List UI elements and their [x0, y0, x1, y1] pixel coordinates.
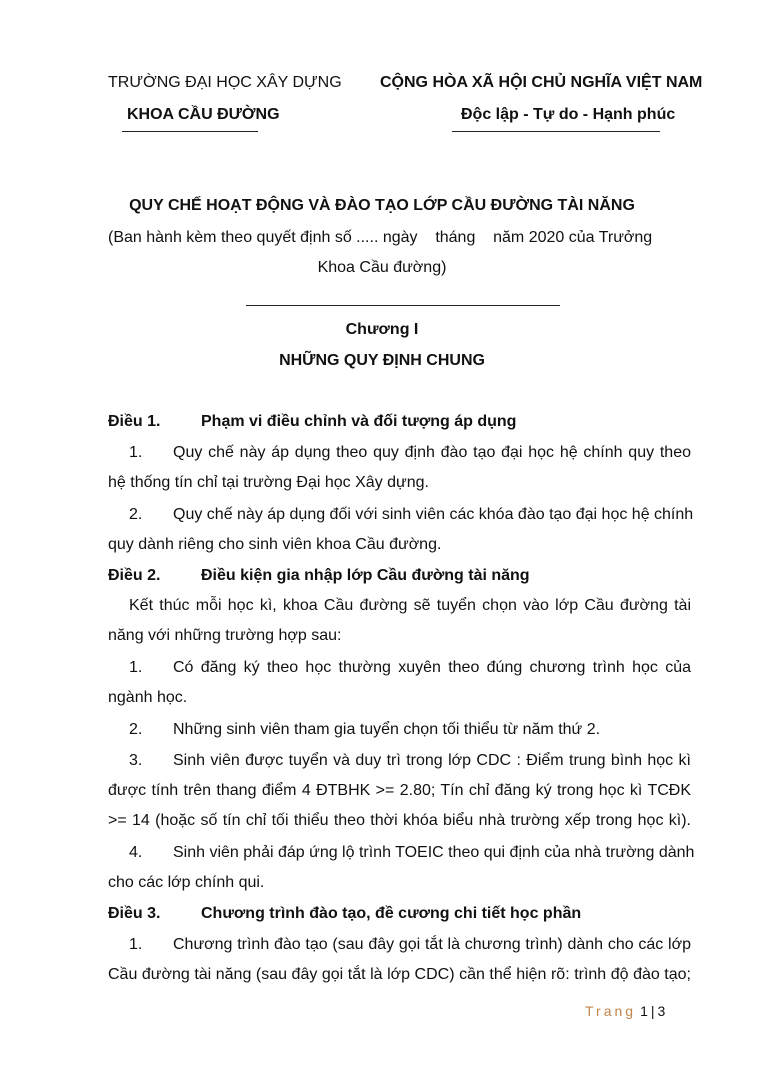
- article-2-item-4-line-2: cho các lớp chính qui.: [108, 874, 265, 891]
- document-title: QUY CHẾ HOẠT ĐỘNG VÀ ĐÀO TẠO LỚP CẦU ĐƯỜNG TÀI NĂNG: [129, 197, 635, 214]
- article-1-item-1-number: 1.: [129, 444, 143, 461]
- article-1-item-2-line-1: Quy chế này áp dụng đối với sinh viên các khóa đào tạo đại học hệ chính: [173, 506, 694, 523]
- chapter-name: NHỮNG QUY ĐỊNH CHUNG: [279, 352, 485, 369]
- article-3-item-1-number: 1.: [129, 936, 143, 953]
- article-2-item-3-line-3: >= 14 (hoặc số tín chỉ tối thiểu theo thời khóa biểu nhà trường xếp trong học kì).: [108, 812, 691, 829]
- document-subtitle-line1: (Ban hành kèm theo quyết định số ..... ngày tháng năm 2020 của Trưởng: [108, 229, 653, 246]
- article-1-item-2-number: 2.: [129, 506, 143, 523]
- chapter-label: Chương I: [345, 321, 419, 338]
- article-2-item-2-line-1: Những sinh viên tham gia tuyển chọn tối thiểu từ năm thứ 2.: [173, 721, 601, 738]
- article-2-item-1-line-2: ngành học.: [108, 689, 188, 706]
- article-2-intro-line-2: năng với những trường hợp sau:: [108, 627, 342, 644]
- article-2-item-1-number: 1.: [129, 659, 143, 676]
- page-footer: [585, 1003, 665, 1019]
- document-subtitle-line2: Khoa Cầu đường): [317, 259, 447, 276]
- article-2-item-4-number: 4.: [129, 844, 143, 861]
- article-2-item-3-line-1: Sinh viên được tuyển và duy trì trong lớp CDC : Điểm trung bình học kì: [173, 752, 691, 769]
- country-name: CỘNG HÒA XÃ HỘI CHỦ NGHĨA VIỆT NAM: [380, 74, 703, 91]
- footer-separator: |: [650, 1003, 655, 1019]
- title-divider: [246, 305, 560, 306]
- article-2-title: Điều kiện gia nhập lớp Cầu đường tài năng: [201, 567, 530, 584]
- footer-label: Trang: [585, 1003, 637, 1019]
- article-1-item-1-line-2: hệ thống tín chỉ tại trường Đại học Xây dựng.: [108, 474, 429, 491]
- footer-total-pages: 3: [657, 1003, 666, 1019]
- article-1-item-2-line-2: quy dành riêng cho sinh viên khoa Cầu đường.: [108, 536, 442, 553]
- article-2-item-4-line-1: Sinh viên phải đáp ứng lộ trình TOEIC theo qui định của nhà trường dành: [173, 844, 695, 861]
- article-2-intro-line-1: Kết thúc mỗi học kì, khoa Cầu đường sẽ tuyển chọn vào lớp Cầu đường tài: [129, 597, 691, 614]
- footer-page-number: 1: [640, 1003, 648, 1019]
- article-1-title: Phạm vi điều chỉnh và đối tượng áp dụng: [201, 413, 517, 430]
- motto-underline: [452, 131, 660, 132]
- article-3-item-1-line-1: Chương trình đào tạo (sau đây gọi tắt là chương trình) dành cho các lớp: [173, 936, 691, 953]
- motto: Độc lập - Tự do - Hạnh phúc: [461, 106, 676, 123]
- article-2-item-3-line-2: được tính trên thang điểm 4 ĐTBHK >= 2.80; Tín chỉ đăng ký trong học kì TCĐK: [108, 782, 691, 799]
- school-name: TRƯỜNG ĐẠI HỌC XÂY DỰNG: [108, 74, 342, 91]
- article-3-title: Chương trình đào tạo, đề cương chi tiết học phần: [201, 905, 582, 922]
- article-3-number: Điều 3.: [108, 905, 161, 922]
- article-2-number: Điều 2.: [108, 567, 161, 584]
- article-1-item-1-line-1: Quy chế này áp dụng theo quy định đào tạo đại học hệ chính quy theo: [173, 444, 691, 461]
- faculty-underline: [122, 131, 258, 132]
- article-2-item-2-number: 2.: [129, 721, 143, 738]
- article-2-item-1-line-1: Có đăng ký theo học thường xuyên theo đúng chương trình học của: [173, 659, 691, 676]
- article-1-number: Điều 1.: [108, 413, 161, 430]
- article-3-item-1-line-2: Cầu đường tài năng (sau đây gọi tắt là lớp CDC) cần thể hiện rõ: trình độ đào tạo;: [108, 966, 691, 983]
- faculty-name: KHOA CẦU ĐƯỜNG: [127, 106, 280, 123]
- article-2-item-3-number: 3.: [129, 752, 143, 769]
